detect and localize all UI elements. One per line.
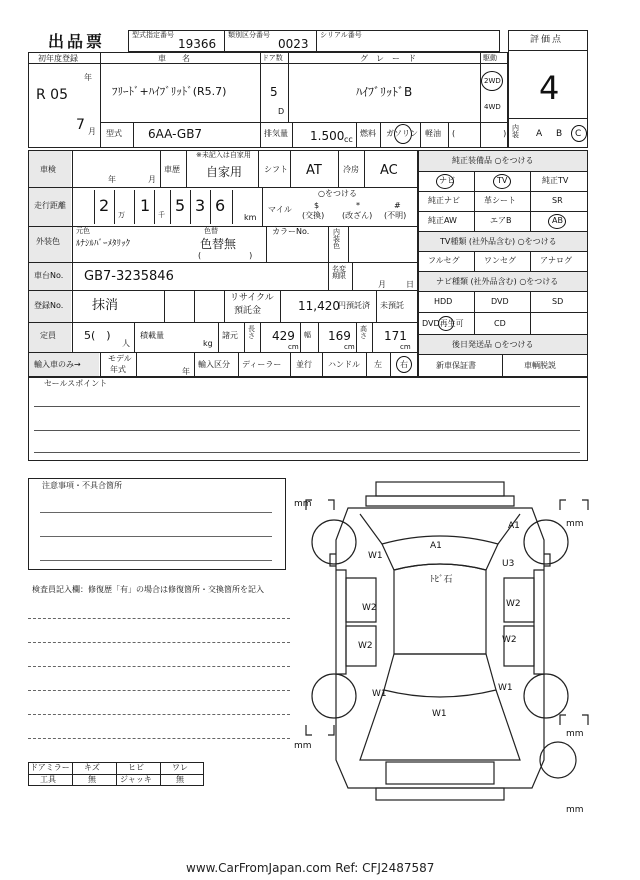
sales-point-label: セールスポイント: [44, 379, 108, 388]
doors-label: ドア数: [262, 54, 283, 62]
recycle-label: リサイクル: [230, 293, 274, 303]
fuel-circle: [394, 124, 412, 144]
handle-right-circle: [396, 356, 412, 373]
damage-chip: ﾄﾋﾞ石: [430, 575, 453, 585]
tampered-label: (改ざん): [342, 211, 373, 220]
damage-a1-front: A1: [430, 541, 442, 551]
grade-label: グ レ ー ド: [360, 54, 416, 63]
exchange-label: (交換): [302, 211, 325, 220]
damage-w2-right-front: W2: [506, 599, 521, 609]
handle-label: ハンドル: [328, 360, 360, 369]
inspection-label: 車検: [40, 165, 56, 174]
damage-u3: U3: [502, 559, 515, 569]
light-oil-label: 軽油: [425, 129, 441, 138]
first-reg-label: 初年度登録: [38, 54, 78, 63]
caution-box: [28, 478, 286, 570]
form-title: 出品票: [48, 32, 106, 51]
equip-ab: AB: [552, 216, 563, 225]
score-label: 評価点: [530, 35, 564, 45]
displacement-label: 排気量: [264, 129, 288, 138]
mileage-digit-3: 5: [175, 196, 186, 215]
length-value: 429: [272, 329, 295, 343]
damage-w2-left-front: W2: [362, 603, 377, 613]
fuel-label: 燃料: [360, 129, 376, 138]
model-value: 6AA-GB7: [148, 127, 203, 141]
equip-tv: TV: [497, 176, 508, 185]
import-type-label: 輸入区分: [198, 360, 230, 369]
damage-w1-right-rear: W1: [498, 683, 513, 693]
load-label: 積載量: [140, 331, 164, 340]
name-change-label: 名変期限: [332, 265, 346, 280]
mileage-digit-1: 2: [99, 196, 110, 215]
ac-label: 冷房: [343, 165, 359, 174]
shift-value: AT: [306, 163, 322, 178]
color-label: 外装色: [36, 237, 60, 246]
type-cert-label: 型式指定番号: [132, 31, 174, 39]
color-no-label: カラーNo.: [272, 227, 310, 236]
drive-2wd-circle: [481, 71, 503, 91]
damage-w1-left: W1: [368, 551, 383, 561]
drive-label: 駆動: [483, 54, 497, 62]
category-value: 0023: [278, 37, 309, 51]
car-name-value: ﾌﾘｰﾄﾞ+ﾊｲﾌﾞﾘｯﾄﾞ(R5.7): [112, 85, 227, 98]
damage-w1-left-rear: W1: [372, 689, 387, 699]
equip-dvd-play: DVD再生可: [422, 319, 464, 328]
sales-point-box: [28, 377, 588, 461]
recycle-value: 11,420: [298, 299, 340, 313]
damage-w1-rear: W1: [432, 709, 447, 719]
reg-no-value: 抹消: [92, 298, 119, 313]
chassis-label: 車台No.: [34, 271, 64, 280]
mileage-digit-5: 6: [215, 196, 226, 215]
damage-a1-right: A1: [508, 521, 520, 531]
chassis-value: GB7-3235846: [84, 269, 174, 284]
displacement-value: 1.500: [310, 129, 345, 143]
damage-w2-right-rear: W2: [502, 635, 517, 645]
mileage-label: 走行距離: [34, 201, 66, 210]
original-color-value: ﾙﾅｼﾙﾊﾞｰﾒﾀﾘｯｸ: [76, 239, 131, 249]
caution-label: 注意事項・不具合箇所: [42, 481, 122, 490]
score-value: 4: [539, 69, 560, 107]
capacity-label: 定員: [40, 331, 56, 340]
drive-4wd: 4WD: [484, 103, 501, 111]
capacity-value: 5( ): [84, 329, 111, 342]
car-damage-diagram: [290, 470, 590, 810]
shift-label: シフト: [264, 165, 288, 174]
repaint-value: 色替無: [200, 237, 237, 251]
interior-color-label: 内装色: [333, 228, 340, 250]
doors-value: 5: [270, 85, 278, 99]
model-label: 型式: [106, 129, 122, 138]
grade-value: ﾊｲﾌﾞﾘｯﾄﾞB: [356, 85, 413, 99]
reg-no-label: 登録No.: [34, 301, 64, 310]
type-cert-value: 19366: [178, 37, 217, 51]
use-value: 自家用: [206, 165, 243, 179]
equip-genuine-tv: 純正TV: [542, 176, 569, 185]
width-value: 169: [328, 329, 351, 343]
equip-navi: ナビ: [439, 176, 455, 185]
first-reg-year: R 05: [36, 87, 68, 103]
category-label: 類別区分番号: [228, 31, 270, 39]
mile-label: マイル: [268, 205, 292, 214]
first-reg-month: 7: [76, 117, 85, 133]
dims-label: 諸元: [222, 331, 238, 340]
interior-c-circle: [571, 125, 587, 142]
damage-w2-left-rear: W2: [358, 641, 373, 651]
use-label: 車歴: [164, 165, 180, 174]
import-label: 輸入車のみ→: [34, 360, 81, 369]
watermark: www.CarFromJapan.com Ref: CFJ2487587: [186, 861, 435, 875]
height-value: 171: [384, 329, 407, 343]
ac-value: AC: [380, 163, 398, 178]
serial-label: シリアル番号: [320, 31, 362, 39]
equipment-title: 純正装備品 ○をつける: [452, 156, 534, 165]
inspector-label: 検査員記入欄：修復歴「有」の場合は修復箇所・交換箇所を記入: [32, 585, 264, 594]
mileage-digit-4: 3: [195, 196, 206, 215]
unknown-label: (不明): [384, 211, 407, 220]
fuel-value: ガソリン: [386, 129, 418, 138]
car-name-label: 車 名: [158, 54, 190, 63]
details-block: [28, 150, 418, 377]
mileage-digit-2: 1: [140, 196, 151, 215]
drive-2wd: 2WD: [484, 77, 501, 85]
interior-label: 内装: [512, 124, 519, 139]
